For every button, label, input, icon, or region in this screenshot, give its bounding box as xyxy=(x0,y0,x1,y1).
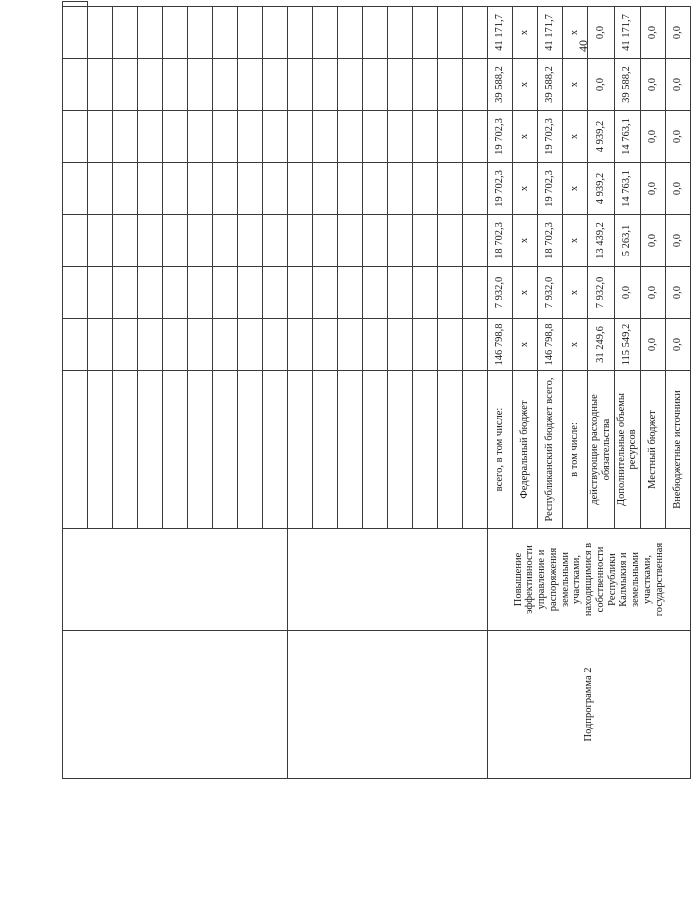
value-cell: 39 588,2 xyxy=(614,59,641,111)
value-cell xyxy=(238,163,263,215)
value-cell xyxy=(363,111,388,163)
value-cell: х xyxy=(563,7,588,59)
value-cell xyxy=(438,59,463,111)
value-cell: 18 702,3 xyxy=(488,215,513,267)
value-cell xyxy=(313,7,338,59)
table-row xyxy=(288,2,313,779)
value-cell: 0,0 xyxy=(588,59,615,111)
funding-source: Федеральный бюджет xyxy=(513,371,538,529)
value-cell xyxy=(238,111,263,163)
value-cell xyxy=(88,215,113,267)
value-cell xyxy=(138,59,163,111)
funding-source xyxy=(63,371,88,529)
value-cell xyxy=(113,163,138,215)
funding-source xyxy=(288,371,313,529)
funding-source xyxy=(188,371,213,529)
value-cell xyxy=(63,111,88,163)
measure-description xyxy=(63,529,288,631)
funding-source: Местный бюджет xyxy=(641,371,666,529)
value-cell xyxy=(463,267,488,319)
value-cell xyxy=(288,111,313,163)
value-cell xyxy=(438,7,463,59)
value-cell: х xyxy=(563,59,588,111)
funding-source: Республиканский бюджет всего, xyxy=(538,371,563,529)
value-cell: 0,0 xyxy=(641,7,666,59)
value-cell xyxy=(163,59,188,111)
value-cell: 0,0 xyxy=(641,267,666,319)
value-cell xyxy=(113,111,138,163)
value-cell: 14 763,1 xyxy=(614,163,641,215)
funding-source xyxy=(463,371,488,529)
value-cell xyxy=(238,7,263,59)
value-cell: 41 171,7 xyxy=(614,7,641,59)
value-cell xyxy=(288,215,313,267)
value-cell xyxy=(288,163,313,215)
funding-source xyxy=(338,371,363,529)
value-cell xyxy=(213,319,238,371)
value-cell: 0,0 xyxy=(588,7,615,59)
value-cell xyxy=(213,7,238,59)
value-cell: 41 171,7 xyxy=(488,7,513,59)
value-cell xyxy=(238,59,263,111)
funding-source xyxy=(438,371,463,529)
table-row xyxy=(63,2,88,779)
value-cell: 13 439,2 xyxy=(588,215,615,267)
value-cell: 18 702,3 xyxy=(538,215,563,267)
value-cell xyxy=(313,111,338,163)
value-cell: 4 939,2 xyxy=(588,163,615,215)
value-cell xyxy=(288,7,313,59)
value-cell: 31 249,6 xyxy=(588,319,615,371)
value-cell xyxy=(188,59,213,111)
value-cell xyxy=(338,59,363,111)
value-cell xyxy=(163,319,188,371)
value-cell: 19 702,3 xyxy=(538,163,563,215)
funding-source: Дополнительные объемы ресурсов xyxy=(614,371,641,529)
value-cell xyxy=(63,215,88,267)
value-cell xyxy=(163,215,188,267)
value-cell xyxy=(88,111,113,163)
value-cell xyxy=(313,319,338,371)
value-cell xyxy=(163,111,188,163)
value-cell xyxy=(438,319,463,371)
table-row xyxy=(488,2,513,779)
value-cell xyxy=(438,111,463,163)
value-cell xyxy=(438,215,463,267)
value-cell: 5 263,1 xyxy=(614,215,641,267)
measure-description xyxy=(288,529,488,631)
value-cell: 7 932,0 xyxy=(488,267,513,319)
value-cell: 0,0 xyxy=(614,267,641,319)
value-cell xyxy=(413,319,438,371)
value-cell xyxy=(438,163,463,215)
value-cell xyxy=(163,267,188,319)
value-cell xyxy=(138,111,163,163)
value-cell xyxy=(88,7,113,59)
value-cell: х xyxy=(513,163,538,215)
value-cell: 4 939,2 xyxy=(588,111,615,163)
value-cell xyxy=(188,163,213,215)
funding-source xyxy=(238,371,263,529)
value-cell xyxy=(138,7,163,59)
value-cell xyxy=(213,163,238,215)
value-cell: х xyxy=(513,7,538,59)
value-cell xyxy=(138,319,163,371)
value-cell xyxy=(188,111,213,163)
value-cell xyxy=(113,215,138,267)
value-cell xyxy=(213,111,238,163)
value-cell xyxy=(463,163,488,215)
value-cell: 0,0 xyxy=(666,319,691,371)
measure-description: Повышение эффективности управление и распоряжения земельными участками, находящимися в собственности Республики Калмыкия и земельными участками, государственная xyxy=(488,529,691,631)
value-cell xyxy=(88,267,113,319)
value-cell xyxy=(63,163,88,215)
value-cell xyxy=(238,319,263,371)
value-cell: 19 702,3 xyxy=(488,111,513,163)
funding-source xyxy=(388,371,413,529)
value-cell xyxy=(88,59,113,111)
value-cell xyxy=(113,319,138,371)
value-cell: 0,0 xyxy=(666,215,691,267)
value-cell xyxy=(63,7,88,59)
value-cell xyxy=(463,319,488,371)
value-cell xyxy=(363,267,388,319)
value-cell xyxy=(313,163,338,215)
value-cell xyxy=(263,267,288,319)
funding-source xyxy=(263,371,288,529)
value-cell xyxy=(288,267,313,319)
value-cell xyxy=(263,215,288,267)
value-cell: х xyxy=(563,267,588,319)
value-cell xyxy=(138,163,163,215)
value-cell xyxy=(413,111,438,163)
value-cell xyxy=(263,59,288,111)
value-cell: х xyxy=(513,111,538,163)
value-cell: 39 588,2 xyxy=(488,59,513,111)
value-cell xyxy=(463,215,488,267)
value-cell xyxy=(213,267,238,319)
funding-source xyxy=(113,371,138,529)
value-cell xyxy=(388,319,413,371)
value-cell xyxy=(388,7,413,59)
value-cell: х xyxy=(563,215,588,267)
value-cell xyxy=(263,111,288,163)
measure-label: Подпрограмма 2 xyxy=(488,631,691,779)
value-cell xyxy=(413,215,438,267)
value-cell: 39 588,2 xyxy=(538,59,563,111)
measure-label xyxy=(288,631,488,779)
value-cell xyxy=(113,7,138,59)
value-cell xyxy=(413,163,438,215)
value-cell xyxy=(238,215,263,267)
value-cell: 0,0 xyxy=(641,163,666,215)
value-cell xyxy=(338,7,363,59)
value-cell xyxy=(188,319,213,371)
value-cell xyxy=(88,163,113,215)
value-cell: 146 798,8 xyxy=(538,319,563,371)
value-cell xyxy=(388,267,413,319)
value-cell: х xyxy=(563,319,588,371)
value-cell xyxy=(63,267,88,319)
value-cell xyxy=(338,319,363,371)
value-cell: 146 798,8 xyxy=(488,319,513,371)
value-cell xyxy=(163,163,188,215)
value-cell: 7 932,0 xyxy=(538,267,563,319)
value-cell: 0,0 xyxy=(666,163,691,215)
value-cell: х xyxy=(513,215,538,267)
value-cell xyxy=(313,215,338,267)
value-cell xyxy=(388,59,413,111)
funding-source: всего, в том числе: xyxy=(488,371,513,529)
value-cell xyxy=(363,59,388,111)
value-cell xyxy=(163,7,188,59)
value-cell xyxy=(63,59,88,111)
funding-source xyxy=(313,371,338,529)
value-cell xyxy=(263,163,288,215)
value-cell xyxy=(413,267,438,319)
value-cell xyxy=(138,215,163,267)
value-cell xyxy=(188,7,213,59)
value-cell: х xyxy=(563,163,588,215)
value-cell: 19 702,3 xyxy=(538,111,563,163)
value-cell: х xyxy=(513,59,538,111)
funding-source xyxy=(138,371,163,529)
value-cell xyxy=(363,7,388,59)
value-cell xyxy=(188,267,213,319)
value-cell: 0,0 xyxy=(666,59,691,111)
value-cell xyxy=(213,215,238,267)
value-cell xyxy=(213,59,238,111)
measure-label xyxy=(63,631,288,779)
value-cell: х xyxy=(513,319,538,371)
value-cell xyxy=(438,267,463,319)
page-number: 40 xyxy=(576,40,590,52)
value-cell xyxy=(63,319,88,371)
value-cell xyxy=(388,163,413,215)
value-cell xyxy=(413,7,438,59)
value-cell: х xyxy=(563,111,588,163)
value-cell xyxy=(88,319,113,371)
value-cell xyxy=(238,267,263,319)
value-cell: 0,0 xyxy=(641,59,666,111)
value-cell: 0,0 xyxy=(666,111,691,163)
value-cell xyxy=(338,111,363,163)
value-cell xyxy=(388,111,413,163)
value-cell: 0,0 xyxy=(666,267,691,319)
value-cell xyxy=(263,319,288,371)
value-cell: 115 549,2 xyxy=(614,319,641,371)
value-cell xyxy=(313,59,338,111)
value-cell xyxy=(388,215,413,267)
value-cell xyxy=(288,59,313,111)
budget-table xyxy=(62,1,691,779)
value-cell: 0,0 xyxy=(641,215,666,267)
value-cell xyxy=(413,59,438,111)
funding-source xyxy=(213,371,238,529)
value-cell: 0,0 xyxy=(666,7,691,59)
value-cell xyxy=(63,2,88,7)
value-cell xyxy=(338,267,363,319)
value-cell xyxy=(313,267,338,319)
value-cell: 0,0 xyxy=(641,319,666,371)
value-cell: 41 171,7 xyxy=(538,7,563,59)
value-cell xyxy=(338,163,363,215)
value-cell xyxy=(363,215,388,267)
value-cell xyxy=(363,319,388,371)
value-cell xyxy=(463,111,488,163)
funding-source: в том числе: xyxy=(563,371,588,529)
value-cell xyxy=(463,7,488,59)
funding-source xyxy=(363,371,388,529)
value-cell xyxy=(113,267,138,319)
value-cell xyxy=(138,267,163,319)
value-cell xyxy=(288,319,313,371)
value-cell xyxy=(113,59,138,111)
value-cell xyxy=(338,215,363,267)
funding-source xyxy=(163,371,188,529)
value-cell: 0,0 xyxy=(641,111,666,163)
funding-source xyxy=(413,371,438,529)
value-cell xyxy=(363,163,388,215)
value-cell xyxy=(263,7,288,59)
value-cell xyxy=(188,215,213,267)
value-cell: 7 932,0 xyxy=(588,267,615,319)
funding-source: Внебюджетные источники xyxy=(666,371,691,529)
value-cell: 19 702,3 xyxy=(488,163,513,215)
value-cell: х xyxy=(513,267,538,319)
value-cell: 14 763,1 xyxy=(614,111,641,163)
funding-source: действующие расходные обязательства xyxy=(588,371,615,529)
value-cell xyxy=(463,59,488,111)
funding-source xyxy=(88,371,113,529)
